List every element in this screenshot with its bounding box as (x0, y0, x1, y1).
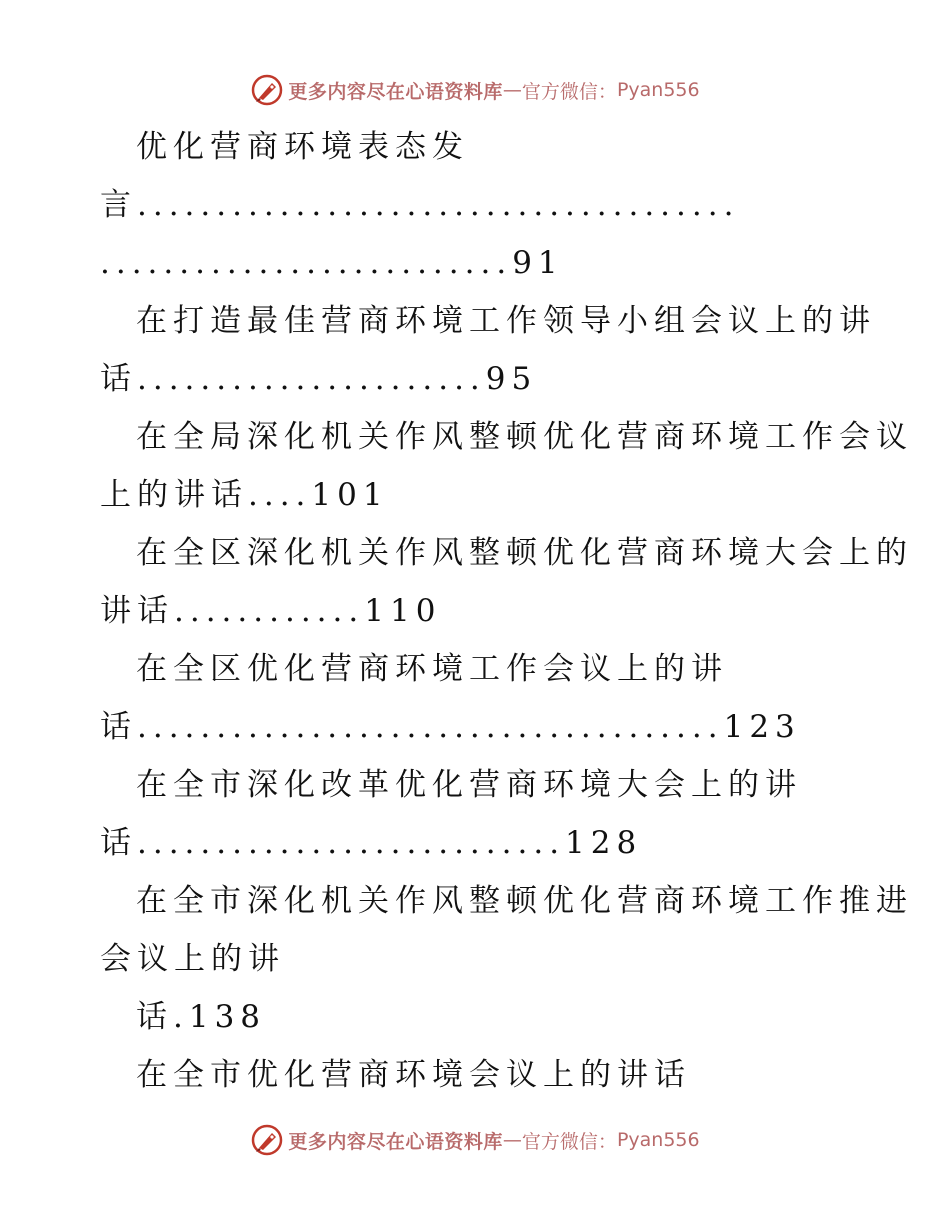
footer-watermark (0, 1120, 950, 1160)
toc-line: 讲话............110 (100, 593, 442, 629)
toc-line: 会议上的讲 (100, 941, 285, 977)
toc-line: 优化营商环境表态发 (136, 129, 469, 165)
toc-line: 话...........................128 (100, 825, 643, 861)
toc-line: 在全市深化机关作风整顿优化营商环境工作推进 (136, 883, 913, 919)
pen-nib-logo-icon (250, 73, 284, 107)
toc-line: 在全局深化机关作风整顿优化营商环境工作会议 (136, 419, 913, 455)
toc-line: ..........................91 (100, 245, 564, 281)
watermark-main-text: 更多内容尽在心语资料库 (288, 80, 503, 103)
toc-line: 在全市优化营商环境会议上的讲话 (136, 1057, 691, 1093)
toc-line: 在全区深化机关作风整顿优化营商环境大会上的 (136, 535, 913, 571)
watermark-wechat-id: Pyan556 (616, 1129, 700, 1151)
pen-nib-logo-icon (250, 1123, 284, 1157)
watermark-wechat-id: Pyan556 (616, 79, 700, 101)
watermark-separator: — (502, 79, 522, 101)
toc-line: 言...................................... (100, 187, 740, 223)
watermark-wechat-label: 官方微信： (521, 80, 617, 103)
toc-line: 在全区优化营商环境工作会议上的讲 (136, 651, 728, 687)
toc-line: 话.....................................123 (100, 709, 801, 745)
watermark-main-text: 更多内容尽在心语资料库 (288, 1130, 503, 1153)
watermark-separator: — (502, 1129, 522, 1151)
toc-line: 在全市深化改革优化营商环境大会上的讲 (136, 767, 802, 803)
header-watermark (0, 70, 950, 110)
toc-line: 上的讲话....101 (100, 477, 389, 513)
watermark-wechat-label: 官方微信： (521, 1130, 617, 1153)
toc-line: 话.138 (136, 999, 267, 1035)
toc-line: 在打造最佳营商环境工作领导小组会议上的讲 (136, 303, 876, 339)
toc-line: 话......................95 (100, 361, 538, 397)
